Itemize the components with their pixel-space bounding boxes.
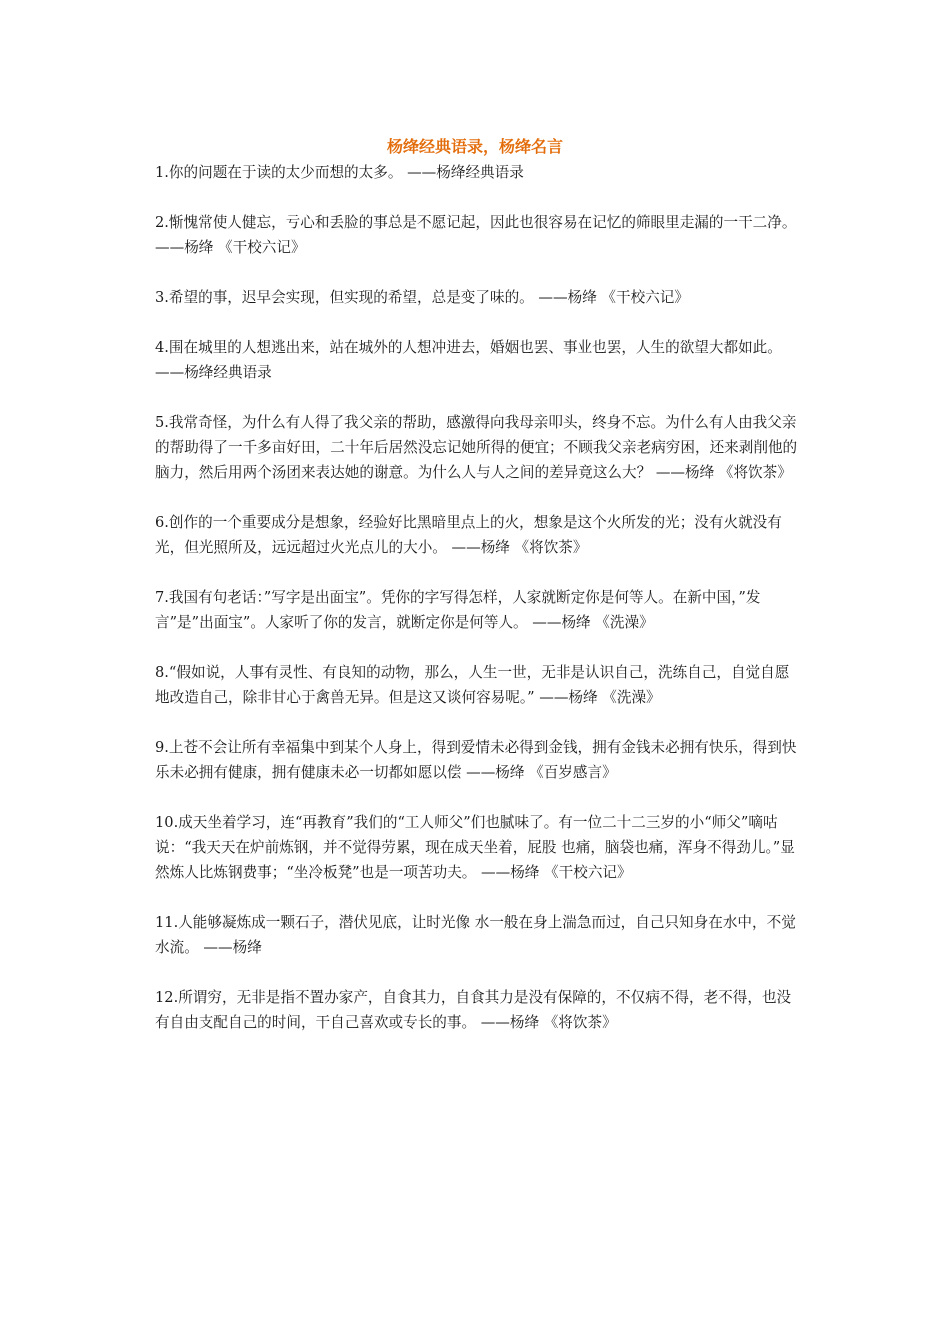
quote-item: 6.创作的一个重要成分是想象，经验好比黑暗里点上的火，想象是这个火所发的光；没有火就没有光，但光照所及，远远超过火光点儿的大小。 ——杨绛 《将饮茶》 xyxy=(155,514,782,556)
quote-item: 8.“假如说，人事有灵性、有良知的动物，那么，人生一世，无非是认识自己，洗练自己，自觉自愿地改造自己，除非甘心于禽兽无异。但是这又谈何容易呢。” ——杨绛 《洗澡》 xyxy=(155,664,790,706)
quote-item: 9.上苍不会让所有幸福集中到某个人身上，得到爱情未必得到金钱，拥有金钱未必拥有快乐，得到快乐未必拥有健康，拥有健康未必一切都如愿以偿 ——杨绛 《百岁感言》 xyxy=(155,739,797,781)
quote-item: 11.人能够凝炼成一颗石子，潜伏见底，让时光像 水一般在身上湍急而过，自己只知身在水中，不觉水流。 ——杨绛 xyxy=(155,914,796,956)
quote-item: 1.你的问题在于读的太少而想的太多。 ——杨绛经典语录 xyxy=(155,164,524,181)
quote-list xyxy=(155,160,800,1060)
document-title: 杨绛经典语录，杨绛名言 xyxy=(386,137,563,156)
quote-item: 2.惭愧常使人健忘，亏心和丢脸的事总是不愿记起，因此也很容易在记忆的筛眼里走漏的一干二净。 ——杨绛 《干校六记》 xyxy=(155,214,797,256)
quote-item: 3.希望的事，迟早会实现，但实现的希望，总是变了味的。 ——杨绛 《干校六记》 xyxy=(155,289,689,306)
quote-item: 4.围在城里的人想逃出来，站在城外的人想冲进去，婚姻也罢、事业也罢，人生的欲望大都如此。 ——杨绛经典语录 xyxy=(155,339,782,381)
quote-item: 7.我国有句老话：”写字是出面宝”。凭你的字写得怎样，人家就断定你是何等人。在新中国，”发言”是”出面宝”。人家听了你的发言，就断定你是何等人。 ——杨绛 《洗澡》 xyxy=(155,589,761,631)
quote-item: 10.成天坐着学习，连“再教育”我们的“工人师父”们也腻味了。有一位二十二三岁的小“师父”嘀咕说：“我天天在炉前炼钢，并不觉得劳累，现在成天坐着，屁股 也痛，脑袋也痛，浑身不得劲儿。”显然炼人比炼钢费事；“坐冷板凳”也是一项苦功夫。 ——杨绛 《干校六记》 xyxy=(155,814,795,881)
quote-item: 5.我常奇怪，为什么有人得了我父亲的帮助，感激得向我母亲叩头，终身不忘。为什么有人由我父亲的帮助得了一千多亩好田，二十年后居然没忘记她所得的便宜；不顾我父亲老病穷困，还来剥削他的脑力，然后用两个汤团来表达她的谢意。为什么人与人之间的差异竟这么大？ ——杨绛 《将饮茶》 xyxy=(155,414,798,481)
quote-item: 12.所谓穷，无非是指不置办家产，自食其力，自食其力是没有保障的，不仅病不得，老不得，也没有自由支配自己的时间，干自己喜欢或专长的事。 ——杨绛 《将饮茶》 xyxy=(155,989,792,1031)
